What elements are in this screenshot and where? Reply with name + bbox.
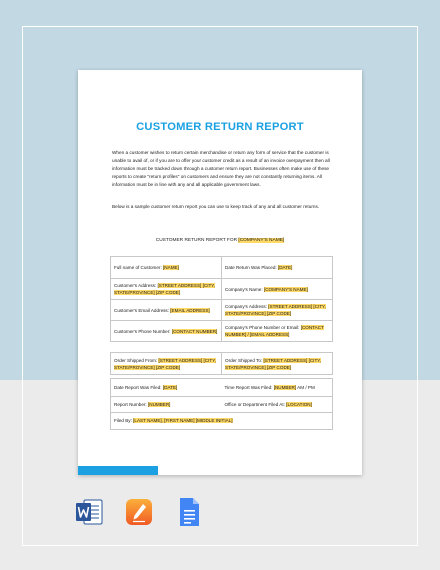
customer-address-cell: Customer's Address: [STREET ADDRESS] [CITY, STATE/PROVINCE] [ZIP CODE] [114, 283, 216, 295]
document-title: CUSTOMER RETURN REPORT [136, 121, 304, 133]
company-address-cell: Company's Address: [STREET ADDRESS] [CITY, STATE/PROVINCE] [ZIP CODE] [221, 300, 332, 320]
table-row [111, 412, 332, 429]
company-name-cell: Company's Name: [COMPANY'S NAME] [221, 279, 332, 299]
google-docs-icon[interactable] [175, 497, 203, 527]
time-filed-cell: Time Report Was Filed: [NUMBER] AM / PM [224, 384, 315, 390]
customer-info-table [110, 256, 333, 342]
table-row [111, 320, 332, 341]
company-contact-cell: Company's Phone Number or Email: [CONTACT NUMBER] / [EMAIL ADDRESS] [221, 321, 332, 341]
report-subtitle [78, 238, 362, 243]
office-filed-cell: Office or Department Filed At: [LOCATION] [224, 401, 312, 407]
word-icon[interactable] [75, 497, 103, 527]
subtitle-prefix: CUSTOMER RETURN REPORT FOR [155, 238, 239, 243]
date-return-placed-cell: Date Return Was Placed: [DATE] [221, 257, 332, 278]
table-row [111, 299, 332, 320]
report-number-cell: Report Number: [NUMBER] [114, 401, 171, 407]
table-row [111, 396, 332, 413]
app-icons [75, 497, 203, 527]
filed-by-cell: Filed By: [LAST NAME], [FIRST NAME] [MIDDLE INITIAL] [114, 418, 233, 424]
document-preview[interactable] [78, 70, 362, 475]
intro-paragraph: When a customer wishes to return certain merchandise or return any form of service that the customer is unable to avail of, or if you are to offer your customer credit as a result of an invoice overpayment then all information must be tracked down through a customer return report. Businesses often make use of these reports to create "return profiles" on customers and ensure they are not constantly returning items. All information must be in line with any and all applicable government laws. [112, 150, 330, 187]
shipped-to-cell: Order Shipped To: [STREET ADDRESS] [CITY, STATE/PROVINCE] [ZIP CODE] [221, 353, 332, 374]
subtitle-placeholder: [COMPANY'S NAME] [238, 238, 285, 243]
customer-name-cell: Full name of Customer: [NAME] [114, 265, 179, 270]
date-filed-cell: Date Report Was Filed: [DATE] [114, 384, 178, 390]
customer-phone-cell: Customer's Phone Number: [CONTACT NUMBER] [114, 328, 218, 334]
report-filing-table [110, 378, 333, 430]
customer-email-cell: Customer's Email Address: [EMAIL ADDRESS] [114, 307, 210, 313]
table-row [111, 353, 332, 374]
table-row [111, 379, 332, 396]
table-row [111, 278, 332, 299]
table-row [111, 257, 332, 278]
shipping-table [110, 352, 333, 375]
shipped-from-cell: Order Shipped From: [STREET ADDRESS] [CITY, STATE/PROVINCE] [ZIP CODE] [114, 357, 216, 370]
accent-bar [78, 466, 158, 475]
pages-icon[interactable] [125, 497, 153, 527]
sample-paragraph: Below is a sample customer return report you can use to keep track of any and all customer returns. [112, 204, 320, 209]
